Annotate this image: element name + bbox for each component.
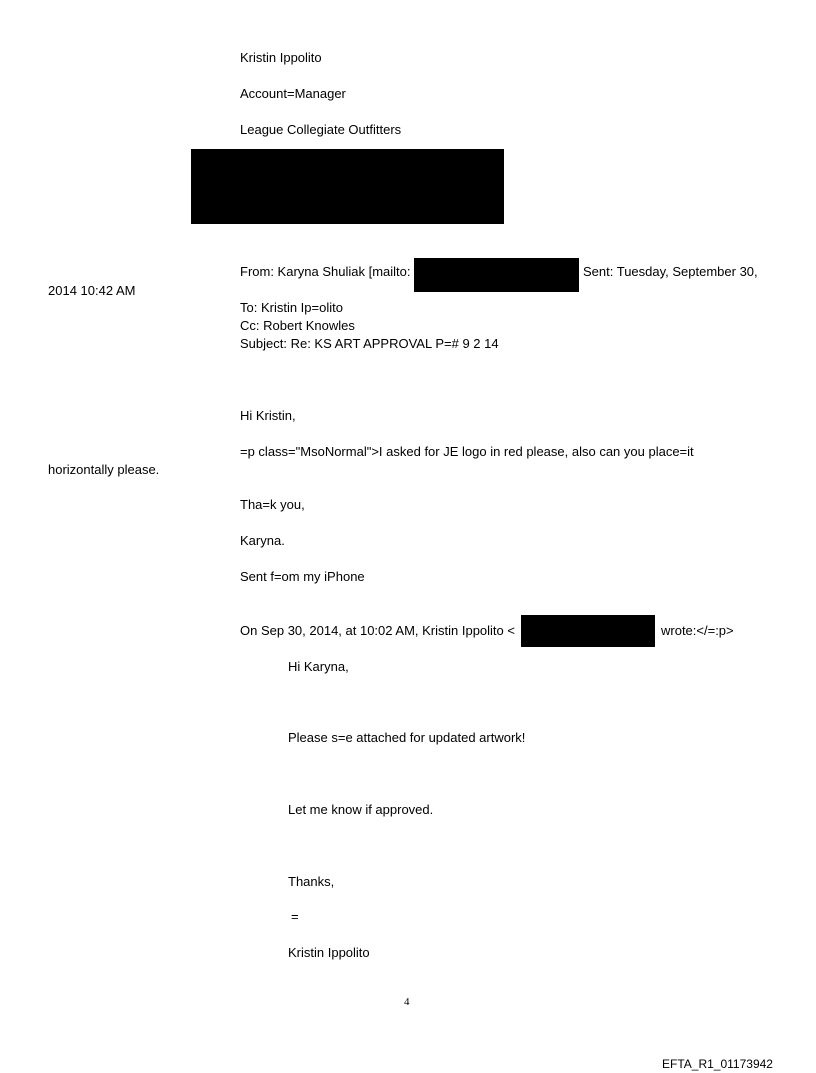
- signature-company: League Collegiate Outfitters: [240, 122, 402, 137]
- redaction-email: [414, 258, 579, 292]
- header-sent: Sent: Tuesday, September 30,: [583, 264, 758, 279]
- quoted-thanks: Thanks,: [288, 874, 335, 889]
- header-from: From: Karyna Shuliak [mailto:: [240, 264, 411, 279]
- quoted-intro: On Sep 30, 2014, at 10:02 AM, Kristin Ippolito <: [240, 623, 515, 638]
- quoted-eq: =: [291, 909, 299, 924]
- quoted-intro-suffix: wrote:</=:p>: [661, 623, 734, 638]
- page-number: 4: [404, 996, 410, 1008]
- body-line1: =p class="MsoNormal">I asked for JE logo in red please, also can you place=it: [240, 444, 694, 459]
- body-greeting: Hi Kristin,: [240, 408, 296, 423]
- header-to: To: Kristin Ip=olito: [240, 300, 343, 315]
- header-subject: Subject: Re: KS ART APPROVAL P=# 9 2 14: [240, 336, 499, 351]
- quoted-greeting: Hi Karyna,: [288, 659, 349, 674]
- signature-name: Kristin Ippolito: [240, 50, 322, 65]
- header-cc: Cc: Robert Knowles: [240, 318, 355, 333]
- header-sent-cont: 2014 10:42 AM: [48, 283, 136, 298]
- signature-title: Account=Manager: [240, 86, 346, 101]
- body-thanks: Tha=k you,: [240, 497, 305, 512]
- quoted-name: Kristin Ippolito: [288, 945, 370, 960]
- quoted-line2: Let me know if approved.: [288, 802, 434, 817]
- body-name: Karyna.: [240, 533, 285, 548]
- document-id: EFTA_R1_01173942: [662, 1057, 773, 1071]
- redaction-email-2: [521, 615, 655, 647]
- redaction-block: [191, 149, 504, 224]
- body-sent-from: Sent f=om my iPhone: [240, 569, 365, 584]
- body-line1-cont: horizontally please.: [48, 462, 160, 477]
- quoted-line1: Please s=e attached for updated artwork!: [288, 730, 526, 745]
